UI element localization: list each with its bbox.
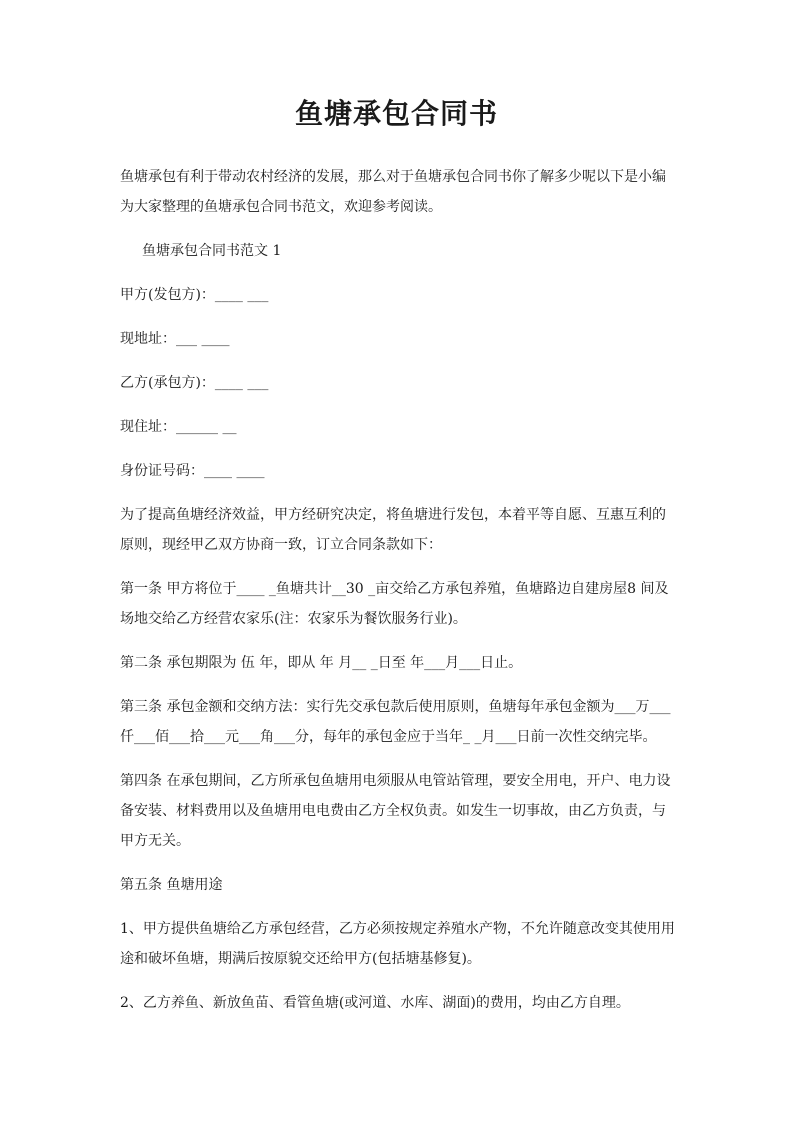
party-b-line: 乙方(承包方)：____ ___ — [120, 375, 269, 391]
document-body — [120, 162, 676, 1032]
article-1: 第一条 甲方将位于____ _鱼塘共计__30 _亩交给乙方承包养殖，鱼塘路边自建房屋8 间及场地交给乙方经营农家乐(注：农家乐为餐饮服务行业)。 — [120, 581, 669, 627]
document-title: 鱼塘承包合同书 — [294, 97, 498, 130]
preamble-paragraph: 为了提高鱼塘经济效益，甲方经研究决定，将鱼塘进行发包，本着平等自愿、互惠互利的原则，现经甲乙双方协商一致，订立合同条款如下： — [120, 507, 666, 553]
id-number-line: 身份证号码：____ ____ — [120, 463, 265, 479]
article-4: 第四条 在承包期间，乙方所承包鱼塘用电须服从电管站管理，要安全用电，开户、电力设备安装、材料费用以及鱼塘用电电费由乙方全权负责。如发生一切事故，由乙方负责，与甲方无关。 — [120, 773, 671, 849]
article-5-item-2: 2、乙方养鱼、新放鱼苗、看管鱼塘(或河道、水库、湖面)的费用，均由乙方自理。 — [120, 995, 630, 1011]
article-5-heading: 第五条 鱼塘用途 — [120, 877, 223, 893]
party-a-address-line: 现地址：___ ____ — [120, 331, 230, 347]
sample-heading: 鱼塘承包合同书范文 1 — [142, 243, 282, 259]
article-2: 第二条 承包期限为 伍 年，即从 年 月__ _日至 年___月___日止。 — [120, 655, 523, 671]
party-a-line: 甲方(发包方)：____ ___ — [120, 287, 269, 303]
intro-paragraph: 鱼塘承包有利于带动农村经济的发展，那么对于鱼塘承包合同书你了解多少呢以下是小编为大家整理的鱼塘承包合同书范文，欢迎参考阅读。 — [120, 169, 666, 215]
article-3: 第三条 承包金额和交纳方法：实行先交承包款后使用原则，鱼塘每年承包金额为___万___仟___佰___拾___元___角___分，每年的承包金应于当年_ _月___日前一次性交纳完毕。 — [120, 699, 671, 745]
party-b-address-line: 现住址：______ __ — [120, 419, 237, 435]
article-5-item-1: 1、甲方提供鱼塘给乙方承包经营，乙方必须按规定养殖水产物，不允许随意改变其使用用途和破坏鱼塘，期满后按原貌交还给甲方(包括塘基修复)。 — [120, 921, 675, 967]
